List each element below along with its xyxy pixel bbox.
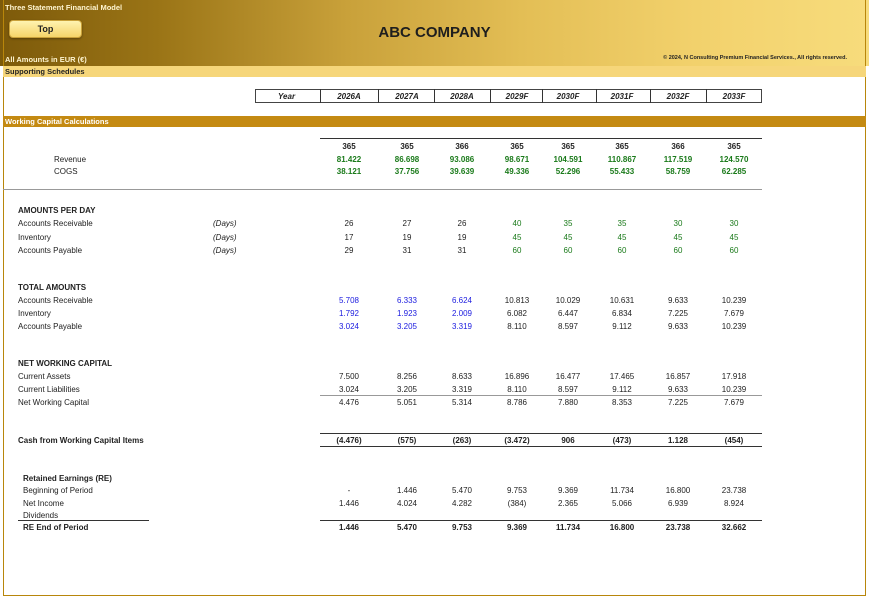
value-cell: 6.834 [611,309,633,318]
band-supporting-schedules: Supporting Schedules [3,66,866,77]
year-cell: 2031F [610,92,634,101]
year-cell: 2026A [337,92,361,101]
value-cell: 40 [512,219,522,228]
value-cell: 5.314 [451,398,473,407]
value-cell: 6.624 [451,296,473,305]
value-cell: 1.446 [338,499,360,508]
value-cell: 98.671 [504,155,530,164]
value-cell: 6.082 [506,309,528,318]
value-cell: 9.112 [612,322,632,331]
value-cell: 81.422 [336,155,362,164]
value-cell: 9.753 [451,523,473,532]
year-cell: 2032F [666,92,690,101]
value-cell: 6.333 [396,296,418,305]
column-separator [650,89,651,103]
column-separator [378,89,379,103]
value-cell: 110.867 [607,155,637,164]
divider [320,446,762,447]
value-cell: 9.633 [667,385,689,394]
value-cell: 6.939 [667,499,689,508]
divider [320,433,762,434]
value-cell: 6.447 [557,309,579,318]
value-cell: 2.009 [451,309,473,318]
row-label: Net Working Capital [18,398,89,407]
value-cell: 365 [615,142,629,151]
app-title: Three Statement Financial Model [5,3,123,12]
value-cell: 365 [727,142,741,151]
value-cell: 4.476 [338,398,360,407]
value-cell: - [347,486,351,495]
value-cell: 60 [673,246,683,255]
value-cell: 365 [561,142,575,151]
value-cell: 3.024 [338,322,360,331]
value-cell: 49.336 [504,167,530,176]
value-cell: 30 [673,219,683,228]
divider [18,520,149,521]
value-cell: 38.121 [336,167,362,176]
value-cell: 9.369 [557,486,579,495]
value-cell: 3.319 [451,385,473,394]
divider [3,189,762,190]
value-cell: 1.128 [667,436,689,445]
column-separator [706,89,707,103]
row-label: Beginning of Period [23,486,93,495]
value-cell: 5.051 [396,398,418,407]
value-cell: 45 [512,233,522,242]
value-cell: 7.679 [723,309,745,318]
row-label: Accounts Receivable [18,296,93,305]
value-cell: 45 [617,233,627,242]
value-cell: 365 [342,142,356,151]
column-separator [542,89,543,103]
value-cell: 3.205 [396,322,418,331]
section-title: NET WORKING CAPITAL [18,359,113,368]
value-cell: 7.880 [557,398,579,407]
row-label: Dividends [23,511,59,520]
cogs-label: COGS [54,167,78,176]
value-cell: 52.296 [555,167,581,176]
value-cell: 17.465 [609,372,635,381]
value-cell: 365 [510,142,524,151]
value-cell: 5.066 [611,499,633,508]
column-separator [434,89,435,103]
value-cell: 16.800 [609,523,635,532]
top-button[interactable]: Top [9,20,82,38]
value-cell: 29 [344,246,354,255]
row-label: Current Assets [18,372,71,381]
value-cell: (454) [724,436,744,445]
year-cell: 2027A [395,92,419,101]
value-cell: 45 [673,233,683,242]
revenue-label: Revenue [54,155,87,164]
value-cell: 60 [729,246,739,255]
value-cell: 104.591 [553,155,583,164]
value-cell: 16.800 [665,486,691,495]
value-cell: 11.734 [555,523,581,532]
year-cell: 2030F [556,92,580,101]
value-cell: 19 [402,233,412,242]
row-label: Inventory [18,233,51,242]
value-cell: 32.662 [721,523,747,532]
value-cell: (473) [612,436,632,445]
value-cell: 5.708 [338,296,360,305]
value-cell: 26 [457,219,467,228]
row-label: Accounts Payable [18,246,83,255]
value-cell: 16.857 [665,372,691,381]
company-title: ABC COMPANY [378,24,491,41]
value-cell: 26 [344,219,354,228]
value-cell: 5.470 [396,523,418,532]
value-cell: 8.633 [451,372,473,381]
value-cell: 45 [563,233,573,242]
value-cell: 45 [729,233,739,242]
value-cell: 366 [671,142,685,151]
value-cell: 4.024 [396,499,418,508]
value-cell: 906 [561,436,575,445]
value-cell: 7.225 [667,309,689,318]
value-cell: 86.698 [394,155,420,164]
year-label: Year [278,92,296,101]
value-cell: 16.896 [504,372,530,381]
value-cell: 9.369 [506,523,528,532]
value-cell: 10.631 [609,296,635,305]
unit-label: (Days) [213,246,237,255]
value-cell: 7.500 [338,372,360,381]
year-cell: 2033F [722,92,746,101]
value-cell: 1.923 [396,309,418,318]
copyright-notice: © 2024, N Consulting Premium Financial Services., All rights reserved. [663,55,847,61]
value-cell: (263) [452,436,472,445]
currency-label: All Amounts in EUR (€) [5,55,87,64]
value-cell: 39.639 [449,167,475,176]
divider [320,138,762,139]
value-cell: 16.477 [555,372,581,381]
divider [320,520,762,521]
column-separator [596,89,597,103]
value-cell: 60 [512,246,522,255]
row-label: Inventory [18,309,51,318]
value-cell: 3.319 [451,322,473,331]
value-cell: 8.924 [723,499,745,508]
row-label: Cash from Working Capital Items [18,436,144,445]
value-cell: 17 [344,233,354,242]
value-cell: 3.205 [396,385,418,394]
value-cell: 11.734 [610,486,634,495]
value-cell: 3.024 [338,385,360,394]
value-cell: 9.633 [667,322,689,331]
value-cell: 10.239 [721,296,747,305]
value-cell: 9.633 [667,296,689,305]
band-working-capital: Working Capital Calculations [3,116,866,127]
unit-label: (Days) [213,233,237,242]
value-cell: 35 [563,219,573,228]
unit-label: (Days) [213,219,237,228]
value-cell: 8.256 [396,372,418,381]
value-cell: 366 [455,142,469,151]
year-cell: 2028A [450,92,474,101]
value-cell: 9.753 [506,486,528,495]
value-cell: 365 [400,142,414,151]
year-cell: 2029F [505,92,529,101]
row-label: Accounts Receivable [18,219,93,228]
value-cell: 58.759 [665,167,691,176]
value-cell: 30 [729,219,739,228]
section-title: TOTAL AMOUNTS [18,283,87,292]
value-cell: 17.918 [721,372,747,381]
value-cell: 31 [457,246,467,255]
value-cell: 8.786 [506,398,528,407]
value-cell: 5.470 [451,486,473,495]
value-cell: 1.446 [396,486,418,495]
value-cell: 10.029 [555,296,581,305]
value-cell: 124.570 [719,155,749,164]
row-label: Net Income [23,499,64,508]
value-cell: 27 [402,219,412,228]
value-cell: 23.738 [721,486,747,495]
value-cell: 10.239 [721,322,747,331]
value-cell: (575) [397,436,417,445]
column-separator [490,89,491,103]
column-separator [320,89,321,103]
value-cell: 62.285 [721,167,747,176]
value-cell: 117.519 [663,155,693,164]
value-cell: (4.476) [336,436,362,445]
value-cell: 8.597 [557,322,579,331]
value-cell: 60 [563,246,573,255]
value-cell: 10.813 [504,296,530,305]
value-cell: 37.756 [394,167,420,176]
value-cell: 8.353 [611,398,633,407]
value-cell: 7.225 [667,398,689,407]
value-cell: 23.738 [665,523,691,532]
value-cell: (3.472) [504,436,530,445]
divider [320,395,762,396]
row-label: Accounts Payable [18,322,83,331]
value-cell: 8.597 [557,385,579,394]
value-cell: 60 [617,246,627,255]
value-cell: 2.365 [557,499,579,508]
value-cell: 10.239 [721,385,747,394]
value-cell: 1.446 [338,523,360,532]
value-cell: 9.112 [612,385,632,394]
value-cell: 4.282 [451,499,473,508]
row-label: RE End of Period [23,523,89,532]
value-cell: 7.679 [723,398,745,407]
section-title: Retained Earnings (RE) [23,474,112,483]
row-label: Current Liabilities [18,385,80,394]
value-cell: 31 [402,246,412,255]
value-cell: 8.110 [507,385,527,394]
value-cell: 35 [617,219,627,228]
value-cell: 55.433 [609,167,635,176]
section-title: AMOUNTS PER DAY [18,206,96,215]
value-cell: (384) [507,499,527,508]
value-cell: 19 [457,233,467,242]
value-cell: 1.792 [338,309,360,318]
value-cell: 93.086 [449,155,475,164]
value-cell: 8.110 [507,322,527,331]
